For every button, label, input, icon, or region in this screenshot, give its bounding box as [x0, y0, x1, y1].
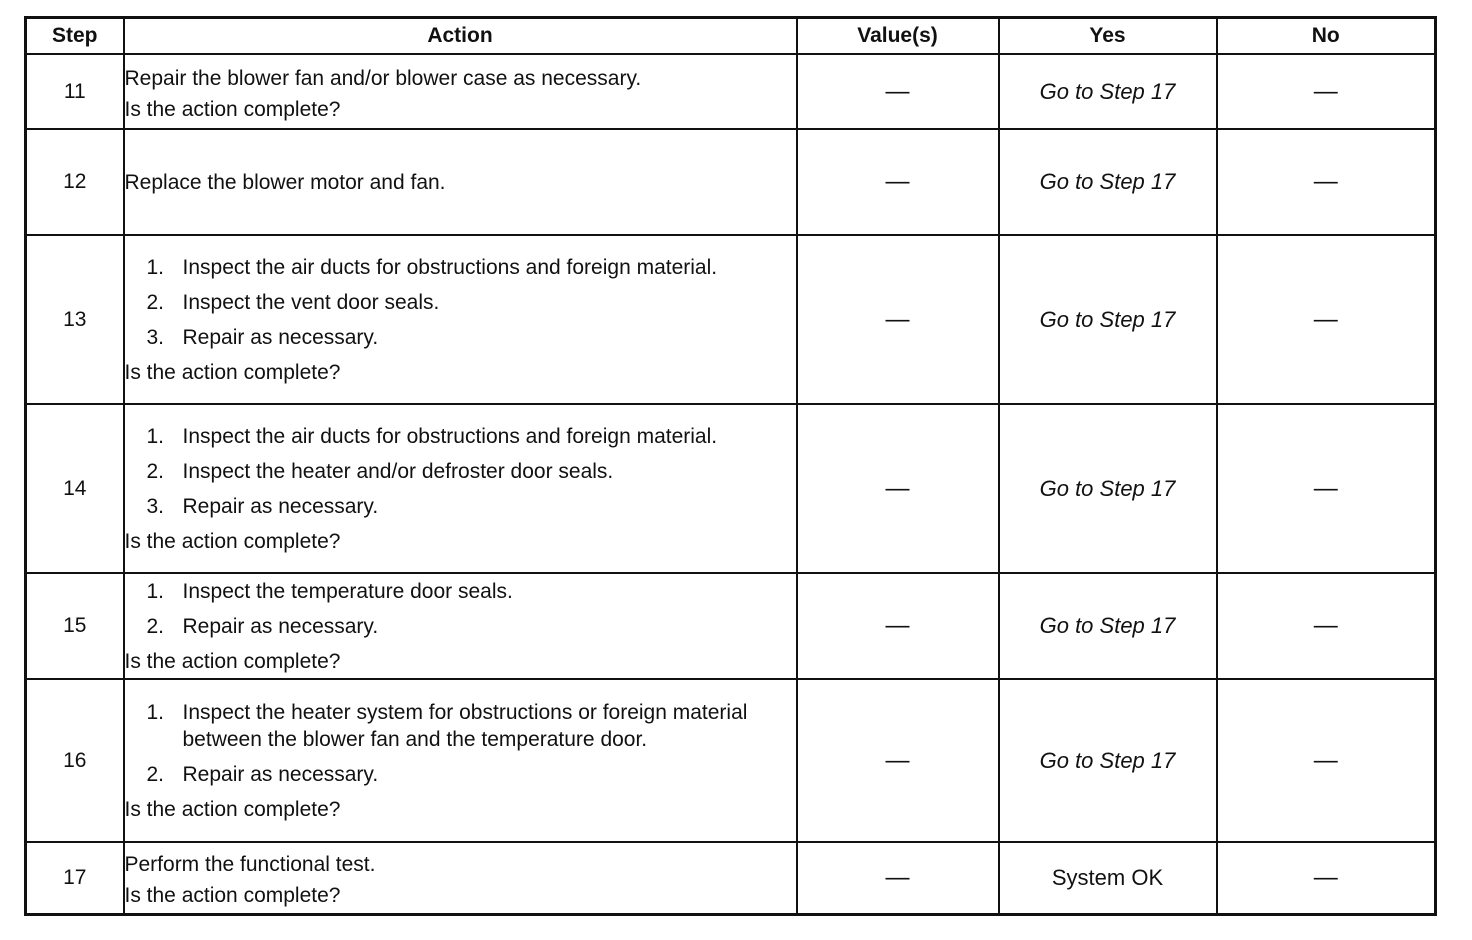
yes-cell: Go to Step 17: [999, 404, 1217, 573]
step-number: 15: [26, 573, 124, 679]
action-list-item: [147, 761, 796, 788]
yes-cell: Go to Step 17: [999, 573, 1217, 679]
table-row: [26, 235, 1436, 404]
action-question: Is the action complete?: [124, 529, 341, 553]
step-number: 11: [26, 54, 124, 129]
step-number: 14: [26, 404, 124, 573]
yes-cell: Go to Step 17: [999, 54, 1217, 129]
action-cell: [124, 129, 797, 235]
action-cell: [124, 679, 797, 842]
step-number: 16: [26, 679, 124, 842]
action-list-item: [147, 578, 796, 605]
value-cell: —: [797, 679, 999, 842]
no-cell: —: [1217, 679, 1436, 842]
table-row: [26, 573, 1436, 679]
action-cell: [124, 842, 797, 914]
value-cell: —: [797, 235, 999, 404]
no-cell: —: [1217, 842, 1436, 914]
value-cell: —: [797, 404, 999, 573]
table-row: [26, 129, 1436, 235]
action-list-item: [147, 289, 796, 316]
header-yes: Yes: [999, 18, 1217, 55]
table-row: [26, 54, 1436, 129]
header-step: Step: [26, 18, 124, 55]
yes-cell: Go to Step 17: [999, 235, 1217, 404]
action-list-item: [147, 254, 796, 281]
value-cell: —: [797, 54, 999, 129]
action-text: Repair the blower fan and/or blower case as necessary.: [124, 66, 642, 90]
action-cell: [124, 54, 797, 129]
list-item-number: 1.: [146, 579, 165, 603]
action-list: [125, 699, 796, 788]
yes-cell: Go to Step 17: [999, 129, 1217, 235]
yes-cell: System OK: [999, 842, 1217, 914]
action-question: Is the action complete?: [124, 883, 341, 907]
no-cell: —: [1217, 404, 1436, 573]
value-cell: —: [797, 573, 999, 679]
list-item-number: 1.: [146, 700, 165, 724]
list-item-text: Repair as necessary.: [182, 614, 379, 638]
list-item-text: Inspect the air ducts for obstructions and foreign material.: [182, 255, 718, 279]
list-item-text: Inspect the air ducts for obstructions and foreign material.: [182, 424, 718, 448]
header-no: No: [1217, 18, 1436, 55]
list-item-number: 3.: [146, 325, 165, 349]
list-item-number: 1.: [146, 255, 165, 279]
action-question: Is the action complete?: [124, 97, 341, 121]
value-cell: —: [797, 842, 999, 914]
list-item-number: 2.: [146, 290, 165, 314]
step-number: 17: [26, 842, 124, 914]
action-list-item: [147, 423, 796, 450]
no-cell: —: [1217, 235, 1436, 404]
list-item-text: Inspect the heater and/or defroster door seals.: [182, 459, 614, 483]
value-cell: —: [797, 129, 999, 235]
list-item-text: Inspect the heater system for obstructions or foreign material between the blower fan and the temperature door.: [182, 700, 748, 751]
list-item-number: 3.: [146, 494, 165, 518]
action-question: Is the action complete?: [124, 649, 341, 673]
action-text: Perform the functional test.: [124, 852, 376, 876]
table-row: [26, 679, 1436, 842]
no-cell: —: [1217, 54, 1436, 129]
list-item-text: Inspect the vent door seals.: [182, 290, 440, 314]
action-text: Replace the blower motor and fan.: [124, 170, 446, 194]
table-row: [26, 404, 1436, 573]
no-cell: —: [1217, 129, 1436, 235]
list-item-text: Repair as necessary.: [182, 762, 379, 786]
list-item-number: 2.: [146, 614, 165, 638]
diagnostic-table: [24, 16, 1437, 916]
list-item-text: Repair as necessary.: [182, 494, 379, 518]
action-list-item: [147, 493, 796, 520]
yes-cell: Go to Step 17: [999, 679, 1217, 842]
no-cell: —: [1217, 573, 1436, 679]
step-number: 13: [26, 235, 124, 404]
header-row: [26, 18, 1436, 55]
action-list-item: [147, 324, 796, 351]
action-list-item: [147, 699, 796, 753]
action-cell: [124, 573, 797, 679]
header-action: Action: [124, 18, 797, 55]
list-item-text: Repair as necessary.: [182, 325, 379, 349]
action-list: [125, 254, 796, 351]
step-number: 12: [26, 129, 124, 235]
list-item-number: 1.: [146, 424, 165, 448]
action-question: Is the action complete?: [124, 360, 341, 384]
list-item-number: 2.: [146, 459, 165, 483]
list-item-text: Inspect the temperature door seals.: [182, 579, 513, 603]
table-row: [26, 842, 1436, 914]
action-cell: [124, 404, 797, 573]
action-list-item: [147, 458, 796, 485]
action-question: Is the action complete?: [124, 797, 341, 821]
action-list: [125, 578, 796, 640]
action-list-item: [147, 613, 796, 640]
list-item-number: 2.: [146, 762, 165, 786]
action-cell: [124, 235, 797, 404]
header-values: Value(s): [797, 18, 999, 55]
action-list: [125, 423, 796, 520]
